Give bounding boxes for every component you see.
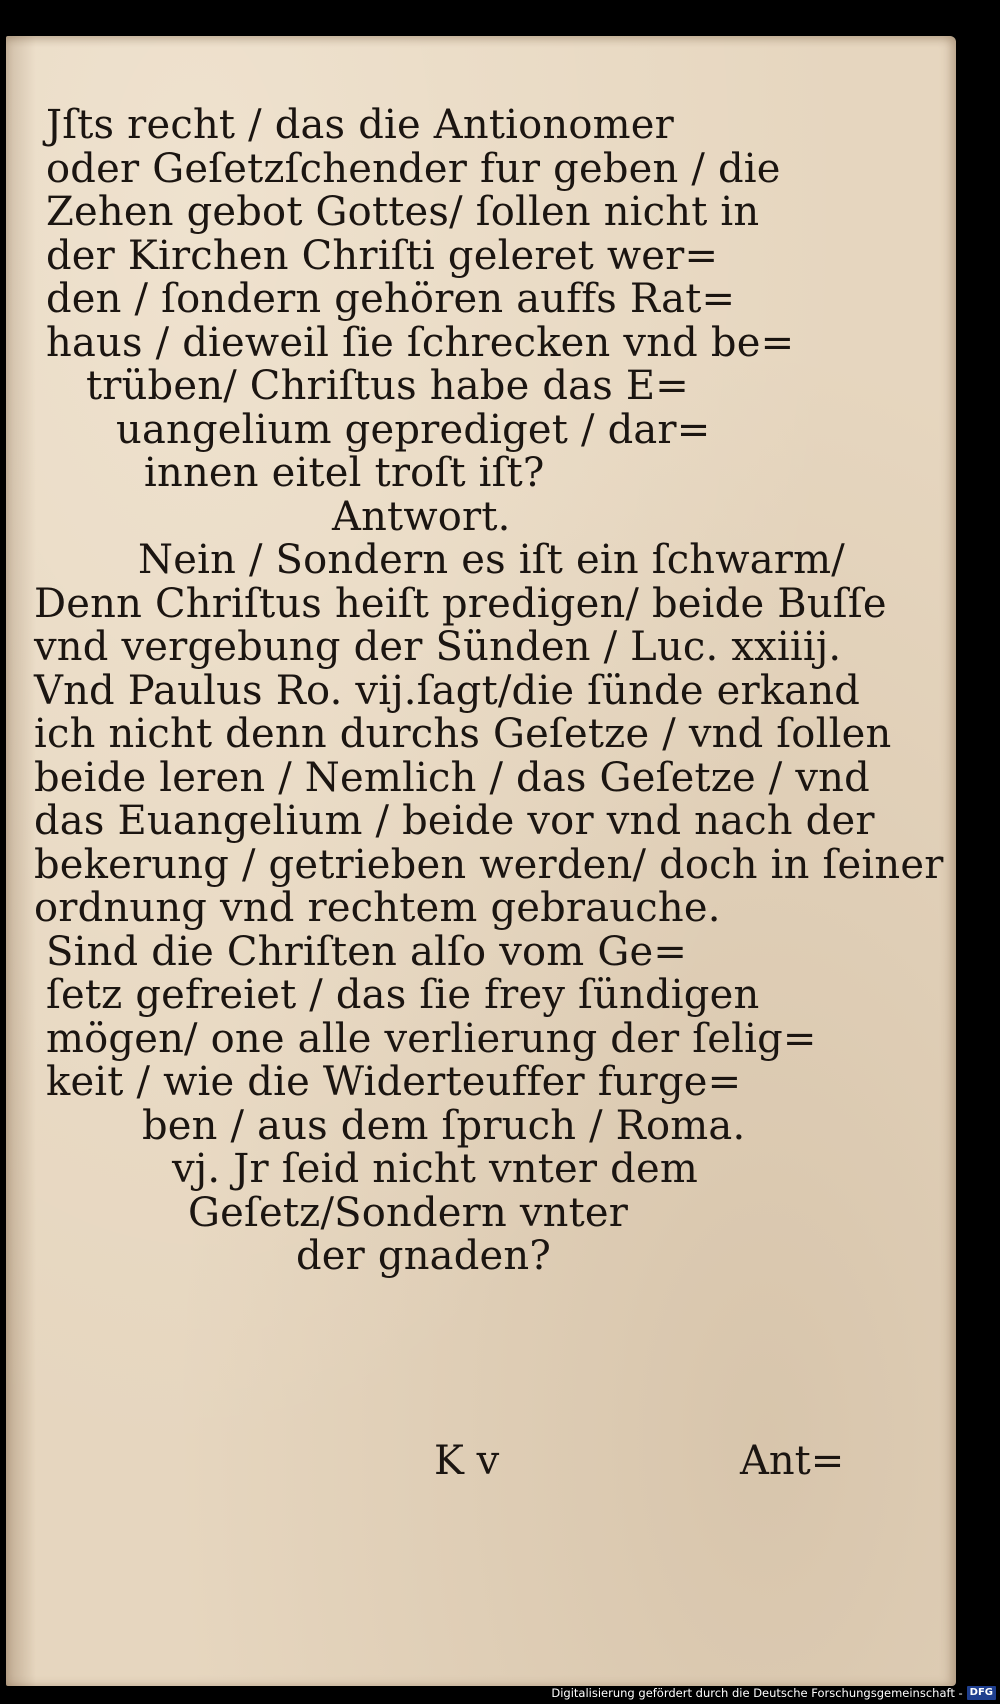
question-2-line: Geſetz/Sondern vnter [188,1189,629,1236]
book-page [6,36,956,1686]
question-2-line: keit / wie die Widerteuffer furge= [46,1059,742,1105]
question-1-line: den / ſondern gehören auffs Rat= [46,276,736,322]
answer-line: Denn Chriſtus heiſt predigen/ beide Buſſe [34,580,887,627]
catchword: Ant= [740,1438,845,1484]
credit-text: Digitalisierung gefördert durch die Deutsche Forschungsgemeinschaft - [551,1686,963,1700]
answer-line: bekerung / getrieben werden/ doch in ſeiner [34,841,944,888]
answer-line: Nein / Sondern es iſt ein ſchwarm/ [138,537,845,583]
answer-line: ich nicht denn durchs Geſetze / vnd ſollen [34,711,892,757]
question-2-line: ben / aus dem ſpruch / Roma. [142,1102,746,1149]
answer-line: vnd vergebung der Sünden / Luc. xxiiij. [34,624,842,670]
digitization-credit [551,1684,996,1702]
question-2-line: mögen/ one alle verlierung der ſelig= [46,1015,817,1062]
question-2-line: vj. Jr ſeid nicht vnter dem [172,1146,698,1192]
question-2-line: ſetz gefreiet / das ſie frey ſündigen [46,972,760,1018]
question-1-line: oder Geſetzſchender fur geben / die [46,145,781,192]
question-1-line: uangelium geprediget / dar= [116,406,711,453]
answer-heading: Antwort. [332,493,511,540]
answer-line: beide leren / Nemlich / das Geſetze / vnd [34,754,870,801]
dfg-logo: DFG [967,1686,996,1700]
page-text [34,102,944,1279]
question-1-line: innen eitel troſt iſt? [144,450,545,496]
question-1-line: haus / dieweil ſie ſchrecken vnd be= [46,319,795,366]
answer-line: Vnd Paulus Ro. vij.ſagt/die ſünde erkand [34,667,861,714]
page-footer-marks [6,1438,956,1486]
question-1-line: Zehen gebot Gottes/ ſollen nicht in [46,189,760,235]
question-1-line: trüben/ Chriſtus habe das E= [86,363,689,409]
answer-line: ordnung vnd rechtem gebrauche. [34,885,721,931]
question-2-line: der gnaden? [296,1233,552,1279]
question-1-line: der Kirchen Chriſti geleret wer= [46,232,719,279]
signature-mark: K v [434,1438,500,1484]
question-2-line: Sind die Chriſten alſo vom Ge= [46,928,688,975]
question-1-line: Jſts recht / das die Antionomer [46,102,674,148]
answer-line: das Euangelium / beide vor vnd nach der [34,798,875,844]
